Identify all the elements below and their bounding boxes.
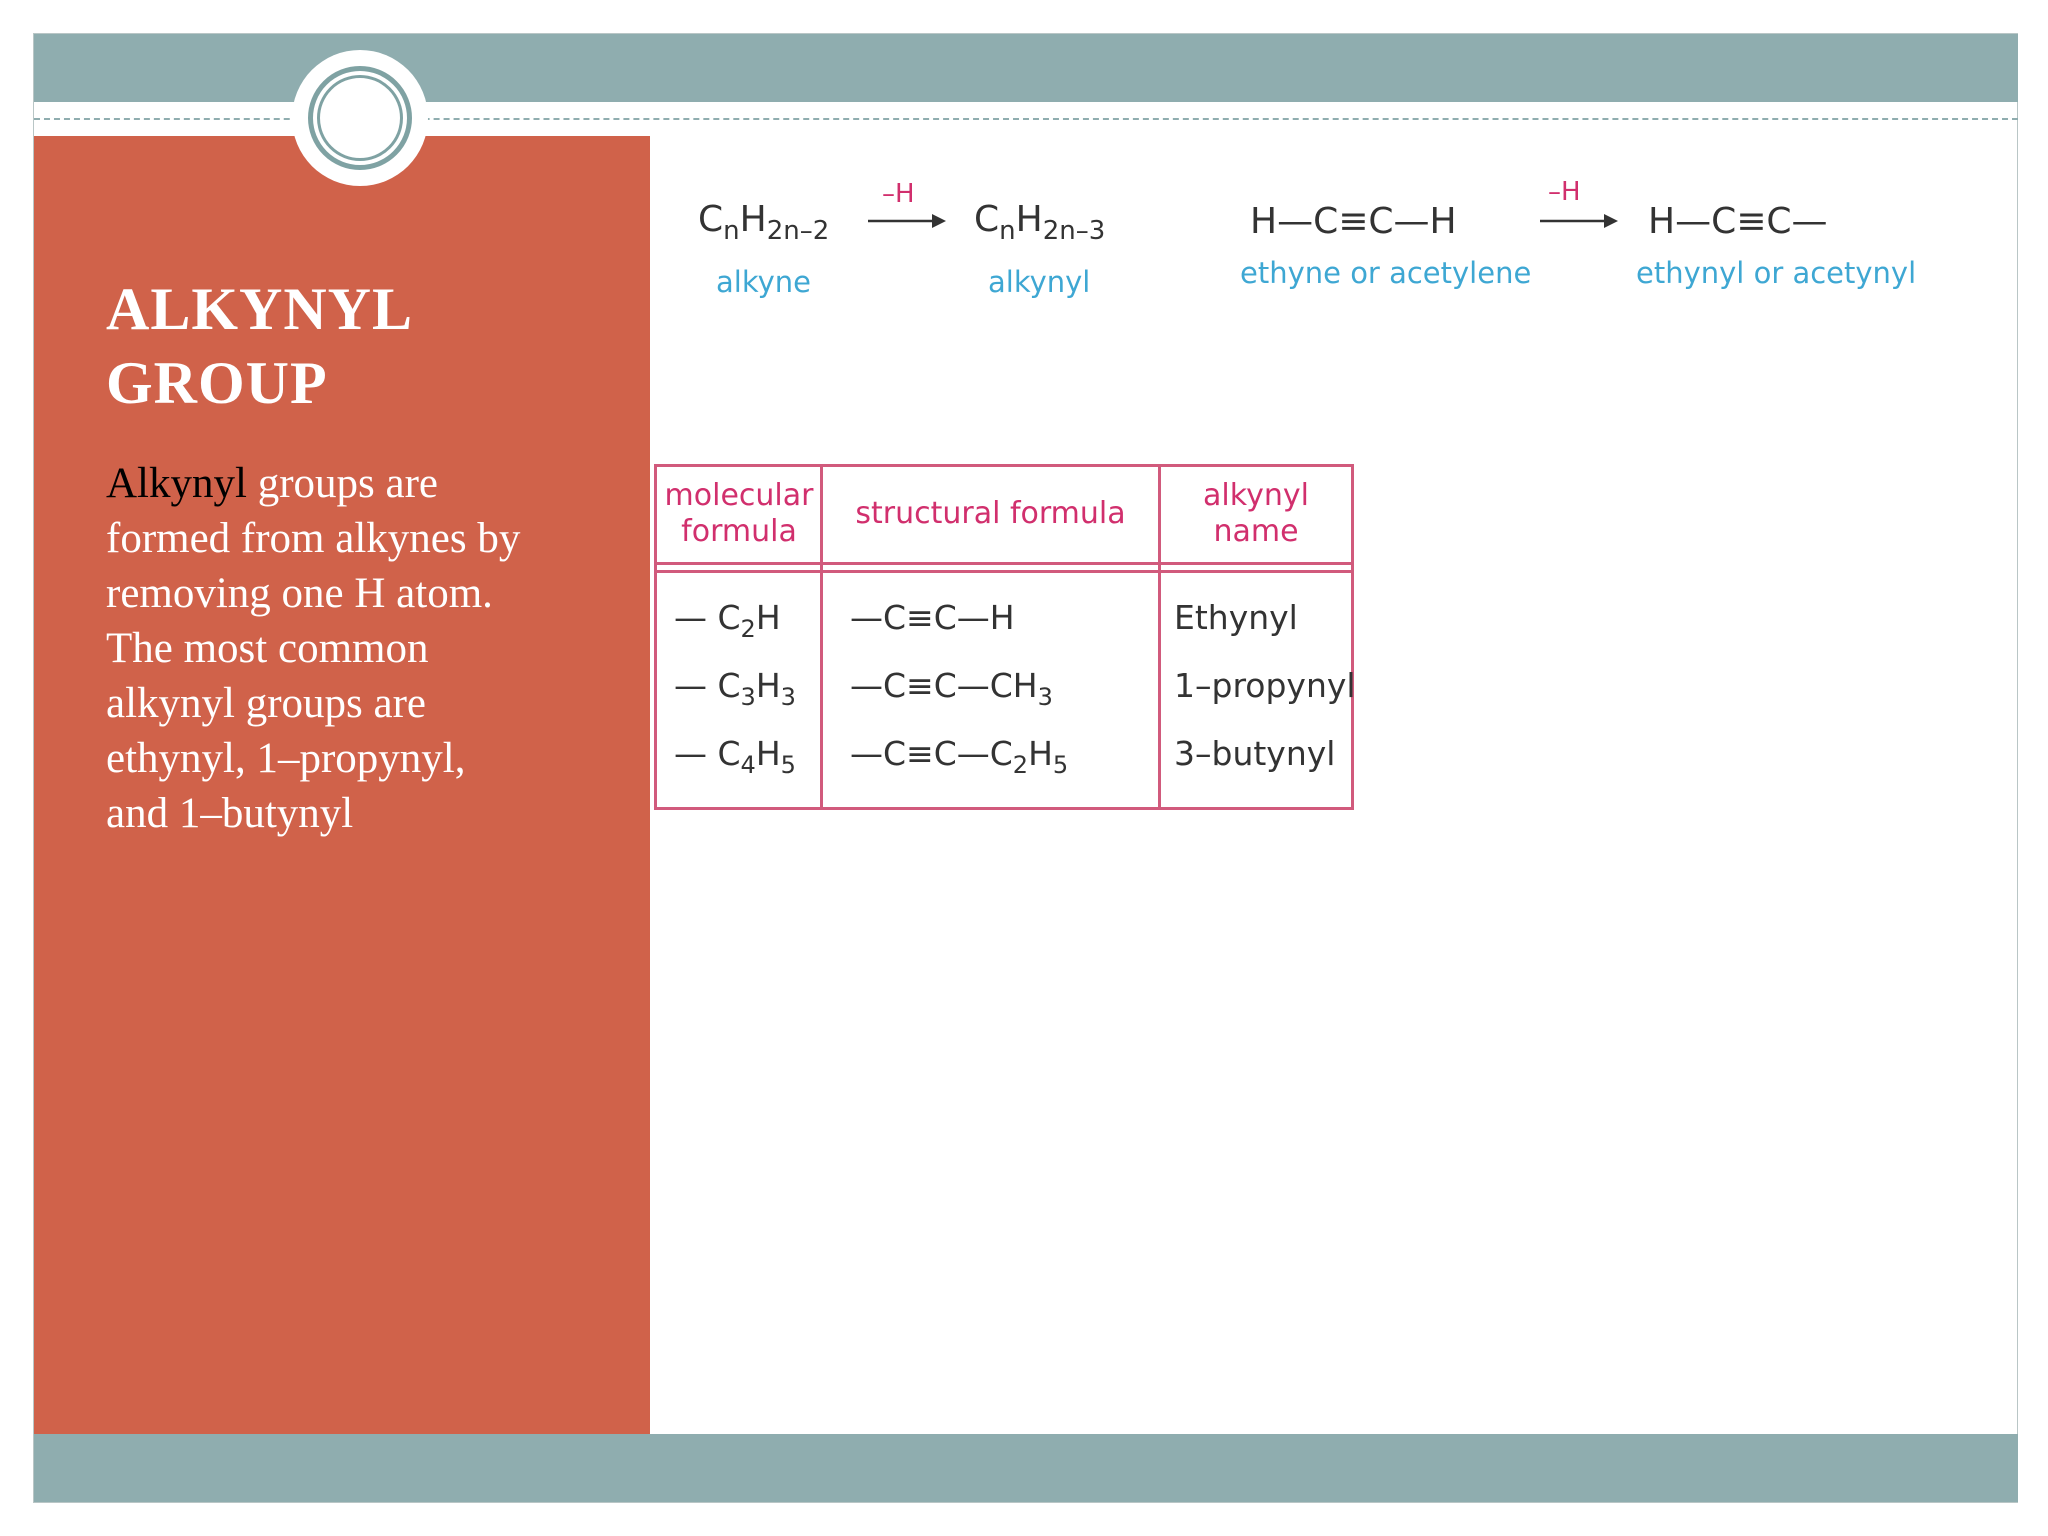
body-lead-word: Alkynyl bbox=[106, 460, 247, 507]
specific-product-formula: H—C≡C— bbox=[1648, 201, 1828, 242]
general-reactant-formula: $C_nH_{2n-2}$ bbox=[698, 199, 830, 246]
body-line: removing one H atom. bbox=[106, 570, 493, 617]
header-molecular-formula: molecular formula bbox=[664, 478, 814, 549]
table-header-divider bbox=[654, 562, 1354, 565]
table-cell-molecular: — $C_2H$ bbox=[674, 598, 781, 643]
table-cell-molecular: — $C_4H_5$ bbox=[674, 734, 796, 779]
general-product-name: alkynyl bbox=[988, 265, 1091, 299]
body-line: alkynyl groups are bbox=[106, 680, 427, 727]
table-cell-structural: —C≡C—H bbox=[850, 598, 1015, 637]
general-product-formula: $C_nH_{2n-3}$ bbox=[974, 199, 1106, 246]
circle-ornament-core bbox=[317, 75, 403, 161]
title-line: ALKYNYL bbox=[106, 276, 414, 342]
specific-reactant-name: ethyne or acetylene bbox=[1240, 256, 1532, 290]
specific-product-name: ethynyl or acetynyl bbox=[1636, 256, 1917, 290]
alkynyl-table bbox=[654, 464, 1354, 810]
table-cell-name: Ethynyl bbox=[1174, 598, 1298, 637]
body-line-text: groups are bbox=[246, 460, 438, 507]
specific-arrow-label: –H bbox=[1548, 177, 1581, 207]
table-cell-molecular: — $C_3H_3$ bbox=[674, 666, 796, 711]
table-cell-name: 1–propynyl bbox=[1174, 666, 1356, 705]
slide-title bbox=[106, 272, 626, 420]
body-line: The most common bbox=[106, 625, 429, 672]
general-arrow-label: –H bbox=[882, 179, 915, 209]
body-line: and 1–butynyl bbox=[106, 790, 354, 837]
bottom-band bbox=[34, 1434, 2018, 1502]
table-cell-structural: $—C\equiv C—CH_3$ bbox=[850, 666, 1053, 711]
header-structural-formula: structural formula bbox=[855, 496, 1126, 531]
general-reactant-name: alkyne bbox=[716, 265, 811, 299]
title-line: GROUP bbox=[106, 350, 328, 416]
body-line bbox=[106, 456, 636, 511]
right-arrow-icon bbox=[866, 210, 948, 232]
body-line: ethynyl, 1–propynyl, bbox=[106, 735, 466, 782]
specific-reactant-formula: H—C≡C—H bbox=[1250, 201, 1457, 242]
table-cell-structural: $—C\equiv C—C_2H_5$ bbox=[850, 734, 1069, 779]
table-cell-name: 3–butynyl bbox=[1174, 734, 1336, 773]
header-alkynyl-name: alkynyl name bbox=[1203, 478, 1309, 549]
body-text bbox=[106, 456, 636, 841]
table-header-divider bbox=[654, 570, 1354, 573]
right-arrow-icon bbox=[1538, 210, 1620, 232]
body-line: formed from alkynes by bbox=[106, 515, 521, 562]
